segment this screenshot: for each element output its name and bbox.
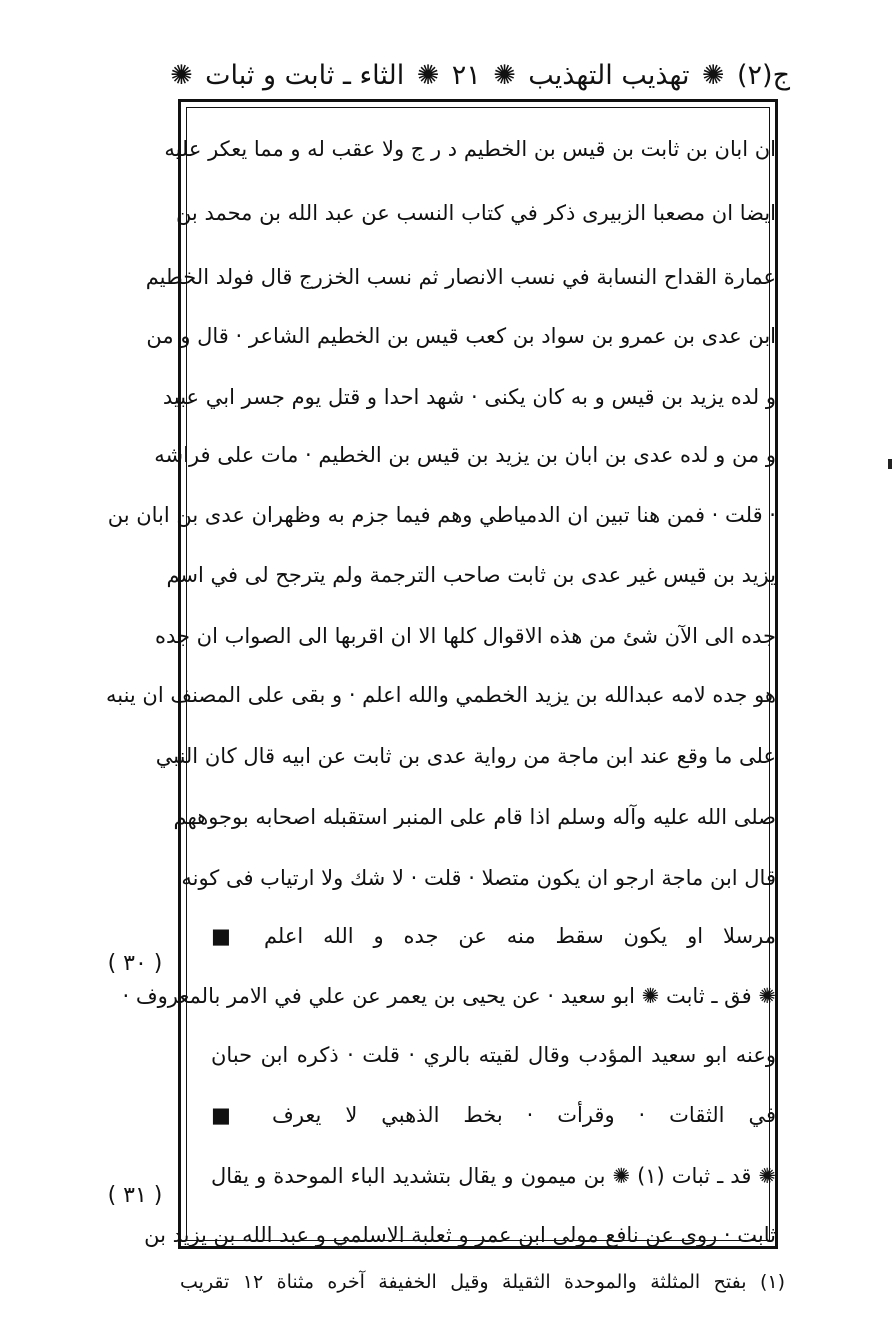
star-ornament: ✺	[493, 59, 516, 91]
star-ornament: ✺	[416, 59, 440, 91]
text-line: وعنه ابو سعيد المؤدب وقال لقيته بالري · قلت · ذكره ابن حبان	[211, 1043, 776, 1067]
text-line: يزيد بن قيس غير عدى بن ثابت صاحب الترجمة ولم يترجح لى في اسم	[166, 563, 776, 587]
text-line: في الثقات · وقرأت · بخط الذهبي لا يعرف ■	[211, 1103, 776, 1127]
text-line: و من و لده عدى بن ابان بن يزيد بن قيس بن الخطيم · مات على فراشه	[154, 443, 776, 467]
text-line: مرسلا او يكون سقط منه عن جده و الله اعلم ■	[211, 924, 776, 948]
footnote: (١) بفتح المثلثة والموحدة الثقيلة وقيل الخفيفة آخره مثناة ١٢ تقريب	[180, 1271, 785, 1293]
text-line: هو جده لامه عبدالله بن يزيد الخطمي والله اعلم · و بقى على المصنف ان ينبه	[105, 683, 776, 707]
text-line: ابن عدى بن عمرو بن سواد بن كعب قيس بن الخطيم الشاعر · قال و من	[146, 324, 776, 348]
margin-mark	[888, 459, 892, 469]
text-line: و لده يزيد بن قيس و به كان يكنى · شهد احدا و قتل يوم جسر ابي عبيد	[162, 385, 776, 409]
text-line: جده الى الآن شئ من هذه الاقوال كلها الا ان اقربها الى الصواب ان جده	[154, 624, 776, 648]
text-line: ايضا ان مصعبا الزبيرى ذكر في كتاب النسب عن عبد الله بن محمد بن	[175, 201, 776, 225]
entry-number-30: ( ٣٠ )	[107, 951, 163, 976]
entry-number-31: ( ٣١ )	[107, 1183, 163, 1208]
star-ornament: ✺	[170, 59, 193, 91]
text-line: عمارة القداح النسابة في نسب الانصار ثم نسب الخزرج قال فولد الخطيم	[145, 265, 776, 289]
text-line: ان ابان بن ثابت بن قيس بن الخطيم د ر ج ولا عقب له و مما يعكر عليه	[164, 137, 776, 161]
text-line: ثابت · روى عن نافع مولى ابن عمر و ثعلبة الاسلمي و عبد الله بن يزيد بن	[144, 1223, 776, 1247]
page-number: ٢١	[451, 59, 481, 91]
book-title: تهذيب التهذيب	[528, 59, 690, 91]
volume-number: ج(٢)	[736, 59, 790, 91]
text-line: قال ابن ماجة ارجو ان يكون متصلا · قلت · لا شك ولا ارتياب فى كونه	[181, 866, 776, 890]
text-line: · قلت · فمن هنا تبين ان الدمياطي وهم فيما جزم به وظهران عدى بن ابان بن	[107, 503, 776, 527]
entry-heading-line: ✺ قد ـ ثبات (١) ✺ بن ميمون و يقال بتشديد الباء الموحدة و يقال	[211, 1164, 776, 1188]
section-title: الثاء ـ ثابت و ثبات	[205, 59, 405, 91]
star-ornament: ✺	[701, 59, 725, 91]
text-line: على ما وقع عند ابن ماجة من رواية عدى بن ثابت عن ابيه قال كان النبي	[155, 744, 776, 768]
entry-heading-line: ✺ فق ـ ثابت ✺ ابو سعيد · عن يحيى بن يعمر عن علي في الامر بالمعروف ·	[122, 984, 776, 1008]
text-line: صلى الله عليه وآله وسلم اذا قام على المنبر استقبله اصحابه بوجوههم	[173, 805, 776, 829]
page-header	[170, 55, 790, 95]
